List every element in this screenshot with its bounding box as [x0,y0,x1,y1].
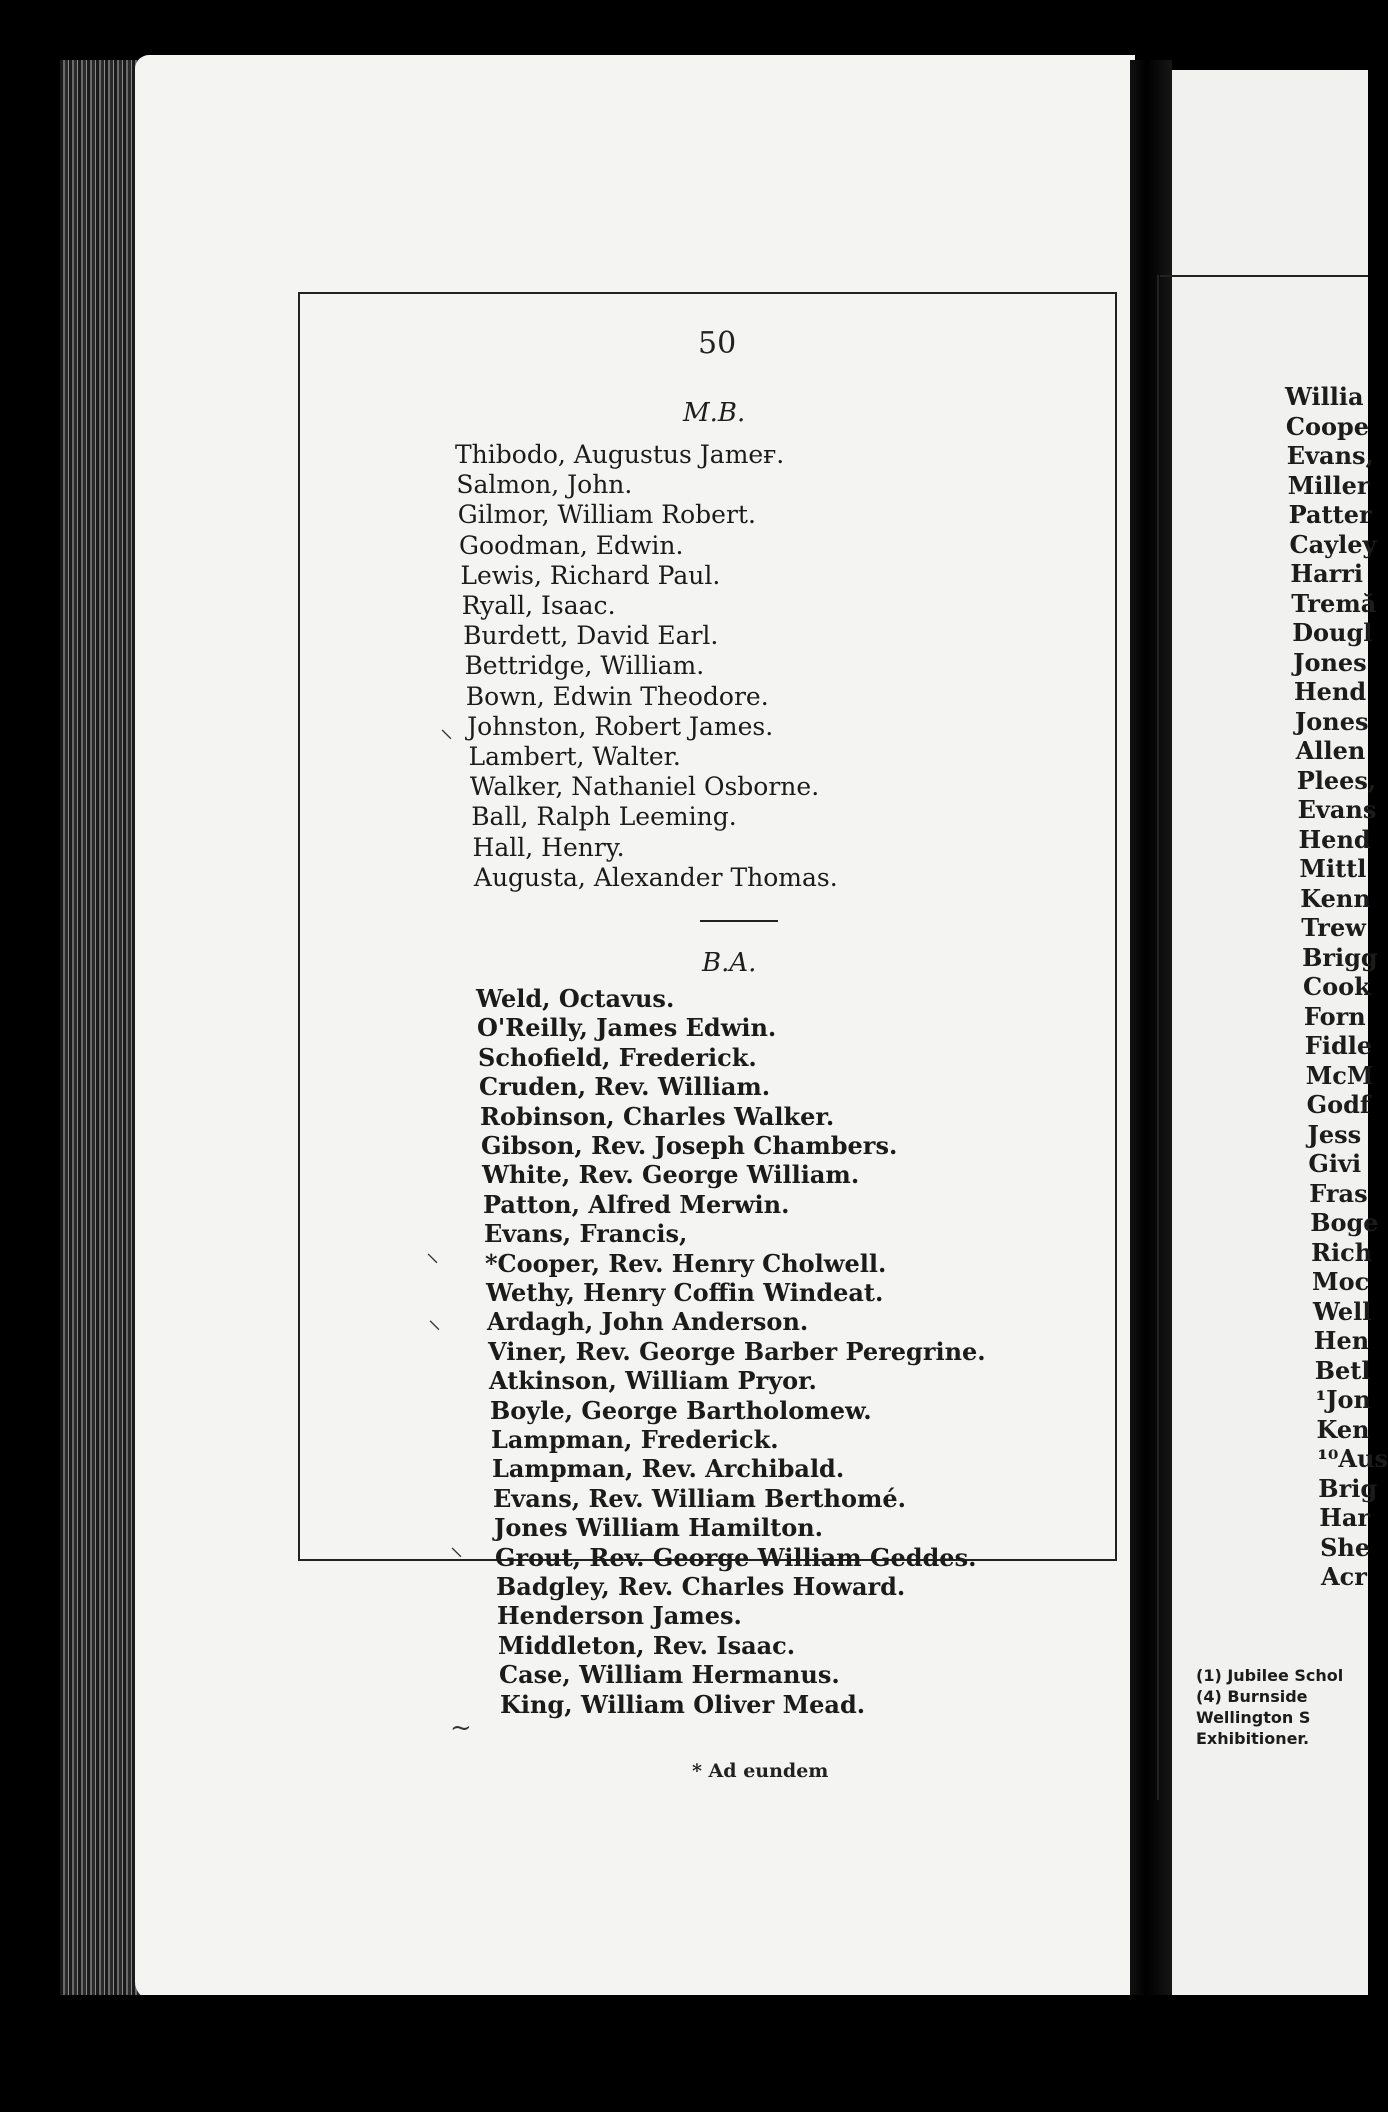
list-item: Grout, Rev. George William Geddes. [495,1542,977,1572]
list-item: Fras [1309,1178,1368,1208]
list-item: ¹Jon [1315,1385,1371,1414]
list-item: Forn [1303,1001,1366,1031]
list-item: Ken [1316,1414,1370,1444]
list-item: Viner, Rev. George Barber Peregrine. [488,1336,986,1366]
section-divider [700,920,778,922]
list-item: McM [1305,1060,1374,1090]
list-item: Lewis, Richard Paul. [460,560,721,590]
pencil-tick-mark: ⸌ [450,1543,464,1573]
page-number: 50 [698,326,737,361]
list-item: Miller [1287,470,1370,500]
list-item: Jones [1293,647,1367,677]
list-item: Kenn [1300,883,1371,913]
list-item: Boyle, George Bartholomew. [490,1395,872,1425]
list-item: Jones [1294,706,1369,736]
list-item: Hall, Henry. [472,832,625,862]
list-item: Har [1319,1503,1371,1532]
list-item: Burdett, David Earl. [463,621,719,651]
right-page-footnotes [1196,1665,1343,1749]
footnote-line: Exhibitioner. [1196,1729,1310,1748]
list-item: Thibodo, Augustus Jameғ. [455,440,785,469]
list-item: Brig [1318,1473,1378,1503]
list-item: Betl [1314,1355,1371,1385]
list-item: Jess [1307,1119,1362,1149]
list-item: Harri [1290,559,1364,588]
ba-heading: B.A. [702,948,757,978]
book-spine-edge [60,60,140,1995]
bottom-shadow [0,1995,1368,2112]
list-item: Bown, Edwin Theodore. [465,681,769,711]
list-item: Hend [1298,824,1371,854]
list-item: Bettridge, William. [464,651,705,681]
list-item: Jones William Hamilton. [494,1513,824,1543]
list-item: Badgley, Rev. Charles Howard. [496,1572,906,1601]
list-item: Ball, Ralph Leeming. [471,802,737,832]
list-item: Gilmor, William Robert. [457,500,756,530]
list-item: Trew [1301,913,1366,942]
list-item: Patter [1288,500,1372,529]
list-item: Salmon, John. [456,470,633,500]
list-item: Robinson, Charles Walker. [480,1101,835,1131]
list-item: Evans [1297,795,1377,824]
list-item: Hend [1294,677,1367,706]
list-item: Gibson, Rev. Joseph Chambers. [481,1131,898,1160]
footnote: * Ad eundem [692,1760,829,1782]
list-item: Middleton, Rev. Isaac. [498,1630,796,1660]
list-item: Moc [1312,1267,1370,1296]
list-item: Walker, Nathaniel Osborne. [469,772,820,802]
list-item: Brigg [1302,942,1378,972]
book-gutter [1130,60,1172,2010]
list-item: Plees, [1296,765,1377,795]
mb-heading: M.B. [683,398,746,428]
list-item: Patton, Alfred Merwin. [483,1189,790,1219]
list-item: *Cooper, Rev. Henry Cholwell. [485,1248,887,1278]
list-item: Lampman, Rev. Archibald. [492,1454,845,1484]
footnote-line: (1) Jubilee Schol [1196,1666,1344,1685]
list-item: Dougl [1292,618,1373,647]
list-item: Lambert, Walter. [468,742,681,771]
list-item: Evans, Francis, [484,1219,688,1249]
right-page-frame-side [1157,275,1159,1800]
list-item: Henderson James. [497,1601,742,1631]
list-item: Goodman, Edwin. [459,530,684,560]
list-item: Godf [1306,1090,1371,1119]
list-item: Tremă [1291,588,1377,618]
list-item: Augusta, Alexander Thomas. [473,862,838,892]
list-item: She [1320,1532,1371,1562]
list-item: Cook [1303,972,1371,1001]
list-item: King, William Oliver Mead. [500,1689,866,1719]
pencil-tick-mark: ⸌ [440,725,454,755]
list-item: Willia [1285,382,1364,411]
right-page-frame-top [1160,275,1368,277]
list-item: Givi [1308,1149,1362,1178]
list-item: Well [1312,1296,1372,1326]
list-item: Rich [1311,1237,1373,1267]
list-item: Ryall, Isaac. [461,591,616,620]
list-item: Cayley [1289,529,1377,559]
pencil-tick-mark: ~ [450,1713,472,1743]
footnote-line: Wellington S [1196,1708,1311,1727]
list-item: Johnston, Robert James. [467,711,774,741]
list-item: Hen [1313,1326,1370,1355]
list-item: Schofield, Frederick. [478,1042,757,1072]
list-item: Mittl [1299,854,1367,883]
list-item: Weld, Octavus. [476,984,675,1013]
pencil-tick-mark: ⸌ [426,1249,440,1279]
list-item: Atkinson, William Pryor. [489,1366,817,1396]
list-item: White, Rev. George William. [482,1160,860,1190]
list-item: Allen [1295,736,1366,765]
list-item: ¹⁰Aus [1317,1444,1388,1473]
pencil-tick-mark: ⸜ [428,1305,442,1335]
list-item: Boge [1310,1208,1379,1237]
list-item: Wethy, Henry Coffin Windeat. [486,1278,884,1307]
list-item: Lampman, Frederick. [491,1425,779,1454]
list-item: Acr [1321,1562,1367,1591]
list-item: Case, William Hermanus. [499,1660,840,1690]
list-item: Fidle [1304,1031,1373,1060]
footnote-line: (4) Burnside [1196,1687,1308,1706]
list-item: Evans, [1286,441,1374,470]
list-item: O'Reilly, James Edwin. [477,1013,777,1043]
list-item: Ardagh, John Anderson. [487,1307,809,1337]
list-item: Cruden, Rev. William. [479,1072,771,1102]
list-item: Coope [1285,411,1370,441]
list-item: Evans, Rev. William Berthomé. [493,1483,906,1513]
